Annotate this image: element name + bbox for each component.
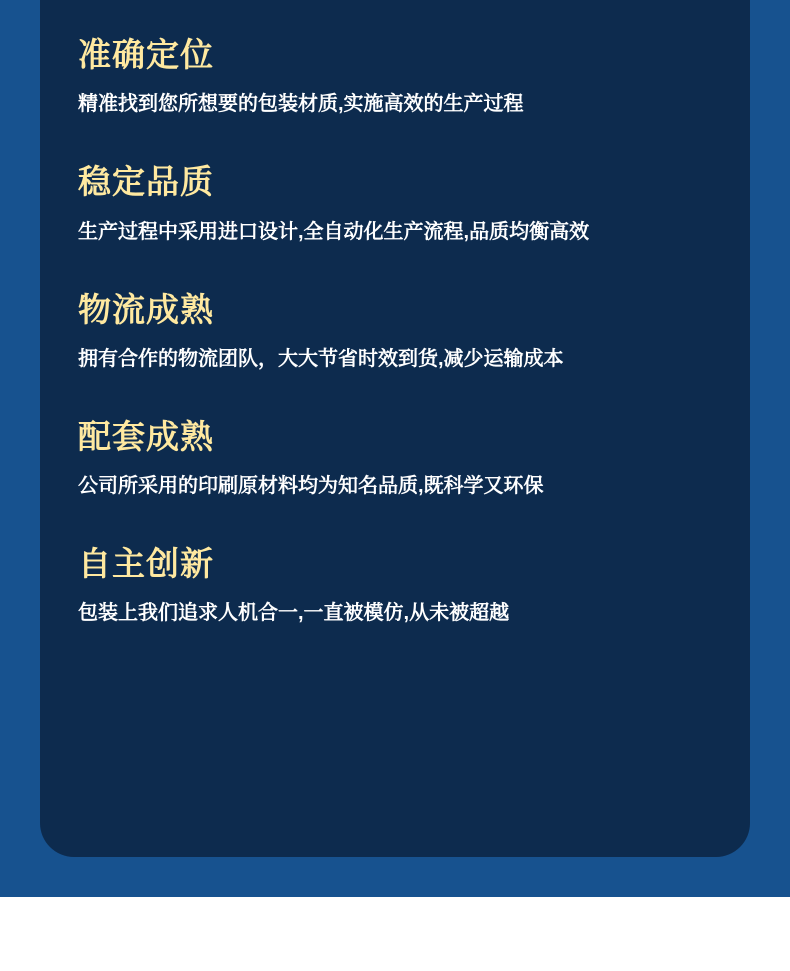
feature-list bbox=[40, 0, 750, 626]
feature-title: 稳定品质 bbox=[78, 163, 214, 201]
feature-item bbox=[78, 289, 750, 372]
feature-item bbox=[78, 543, 750, 626]
feature-description: 拥有合作的物流团队，大大节省时效到货,减少运输成本 bbox=[78, 347, 564, 370]
feature-description: 包装上我们追求人机合一,一直被模仿,从未被超越 bbox=[78, 602, 510, 625]
feature-title: 准确定位 bbox=[78, 36, 214, 73]
feature-title: 配套成熟 bbox=[78, 417, 214, 455]
feature-item bbox=[78, 161, 750, 244]
feature-description: 精准找到您所想要的包装材质,实施高效的生产过程 bbox=[78, 93, 524, 116]
feature-item bbox=[78, 416, 750, 499]
feature-description: 生产过程中采用进口设计,全自动化生产流程,品质均衡高效 bbox=[78, 220, 590, 243]
feature-item bbox=[78, 34, 750, 117]
feature-description: 公司所采用的印刷原材料均为知名品质,既科学又环保 bbox=[78, 475, 544, 497]
feature-title: 自主创新 bbox=[78, 545, 214, 582]
feature-title: 物流成熟 bbox=[78, 290, 214, 328]
